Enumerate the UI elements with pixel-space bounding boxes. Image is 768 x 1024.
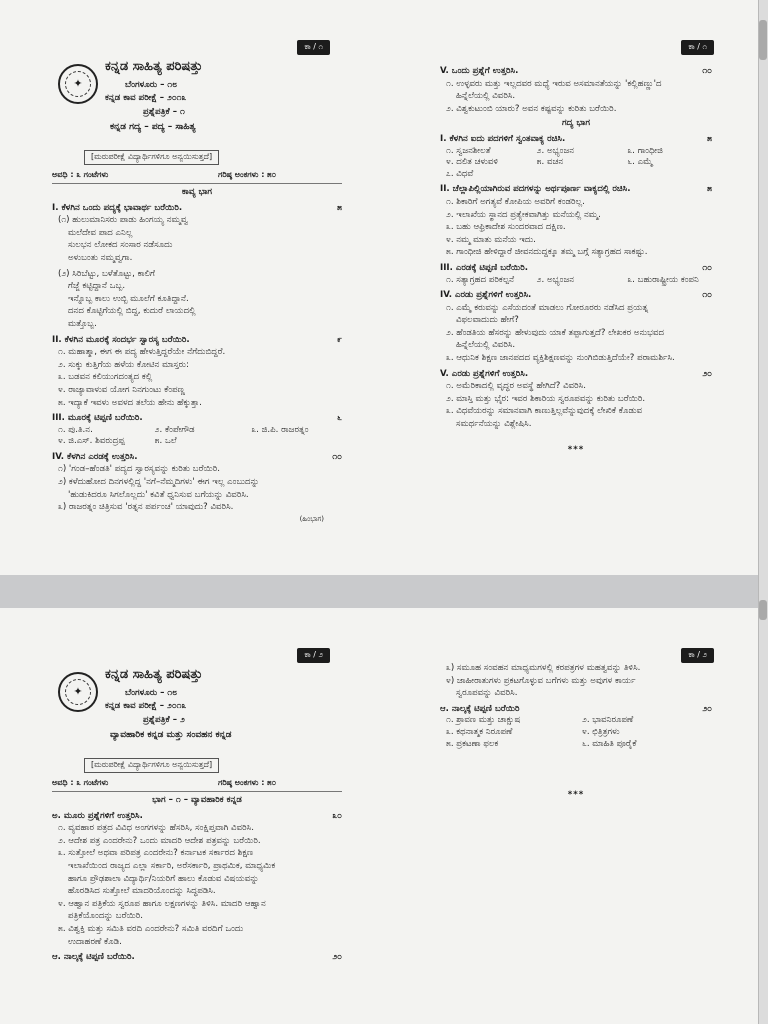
list-item: ೫. ವಿಶ್ವಕ್ತಿ ಮತ್ತು ಸಮಿತಿ ವರದಿ ಎಂದರೇನು? ಸಮಿತಿ ವರದಿಗೆ ಒಂದು <box>58 923 244 934</box>
end-stars: *** <box>567 790 585 801</box>
poem-line: (೧) ಹುಲುಮಾನಿಸರು ಪಾಡು ಹಿಂಗಯ್ಯ ನಮ್ಮವ್ವ <box>58 215 188 226</box>
list-item: ೧) 'ಗಂಡ–ಹೆಂಡತಿ' ಪದ್ಯದ ಸ್ವಾರಸ್ಯವನ್ನು ಕುರಿತು ಬರೆಯಿರಿ. <box>58 464 220 475</box>
subject: ಕನ್ನಡ ಗದ್ಯ – ಪದ್ಯ – ಸಾಹಿತ್ಯ <box>110 122 196 133</box>
section-title: ಗದ್ಯ ಭಾಗ <box>562 118 590 129</box>
page-body <box>440 662 712 802</box>
note-box: [ಮರುಪರೀಕ್ಷೆ ವಿದ್ಯಾರ್ಥಿಗಳಿಗೂ ಅನ್ವಯಿಸುತ್ತದೆ] <box>84 758 219 773</box>
list-row: ೧. ಸತ್ಯಾಗ್ರಹದ ಪರಿಕಲ್ಪನೆ ೨. ಅಭ್ಯಂಜನ ೩. ಬಹುರಾಷ್ಟ್ರೀಯ ಕಂಪನಿ <box>446 274 699 285</box>
page-gap <box>0 575 768 608</box>
emblem-icon: ✦ <box>58 64 98 104</box>
list-row: ೪. ದಲಿತ ಚಳುವಳಿ ೫. ವಚನ ೬. ಎಮ್ಮೆ <box>446 157 653 168</box>
end-stars: *** <box>567 444 585 455</box>
list-row: ೧. ಸ್ವಜನಶೀಲತೆ ೨. ಅಭ್ಯಂಜನ ೩. ಗಾಂಧೀಜಿ <box>446 145 663 156</box>
question-heading: V. ಒಂದು ಪ್ರಶ್ನೆಗೆ ಉತ್ತರಿಸಿ. ೧೦ <box>440 66 712 76</box>
list-item: ಸಮರ್ಥನೆಯನ್ನು ವಿಶ್ಲೇಷಿಸಿ. <box>456 419 532 430</box>
question-heading: V. ಎರಡು ಪ್ರಶ್ನೆಗಳಿಗೆ ಉತ್ತರಿಸಿ. ೨೦ <box>440 368 712 379</box>
page-badge: ಕಾ / ೨ <box>297 648 330 663</box>
list-row: ೫. ಪ್ರಕಟಣಾ ಫಲಕ ೬. ಮಾಹಿತಿ ಪೂರೈಕೆ <box>446 738 637 749</box>
list-item: ಪತ್ರಿಕೆಯೊಂದನ್ನು ಬರೆಯಿರಿ. <box>68 911 143 922</box>
poem-line: ಮಲೆದೇವ ಪಾದ ಎನಿಲ್ಲ <box>68 227 133 238</box>
section-title: ಕಾವ್ಯ ಭಾಗ <box>181 187 213 197</box>
question-heading: ಆ. ನಾಲ್ಕಕ್ಕೆ ಟಿಪ್ಪಣಿ ಬರೆಯಿರಿ. ೨೦ <box>52 952 342 963</box>
page-badge: ಕಾ / ೨ <box>681 648 714 663</box>
list-item: ೧. ಎಮ್ಮೆ ಕರುವನ್ನು ಎಸೆಯದಂತೆ ಮಾಡಲು ಗೋರೂರರು ನಡೆಸಿದ ಪ್ರಯತ್ನ <box>446 302 649 313</box>
question-heading: IV. ಎರಡು ಪ್ರಶ್ನೆಗಳಿಗೆ ಉತ್ತರಿಸಿ. ೧೦ <box>440 290 712 301</box>
city: ಬೆಂಗಳೂರು – ೧೮ <box>125 687 178 698</box>
list-item: ೧. ವ್ಯವಹಾರ ಪತ್ರದ ವಿವಿಧ ಅಂಗಗಳನ್ನು ಹೆಸರಿಸಿ, ಸಂಕ್ಷಿಪ್ತವಾಗಿ ವಿವರಿಸಿ. <box>58 823 254 834</box>
list-item: ೪) ಜಾಹೀರಾತುಗಳು ಪ್ರಕಟಗೊಳ್ಳುವ ಬಗೆಗಳು ಮತ್ತು ಅವುಗಳ ಕಾರ್ಯ <box>446 675 636 686</box>
header <box>105 666 355 743</box>
org-title: ಕನ್ನಡ ಸಾಹಿತ್ಯ ಪರಿಷತ್ತು <box>105 667 203 682</box>
scrollbar[interactable] <box>758 0 768 1024</box>
list-item: ಹಿನ್ನೆಲೆಯಲ್ಲಿ ವಿವರಿಸಿ. <box>456 91 516 102</box>
list-item: ೨. ಆದೇಶ ಪತ್ರ ಎಂದರೇನು? ಒಂದು ಮಾದರಿ ಆದೇಶ ಪತ್ರವನ್ನು ಬರೆಯಿರಿ. <box>58 835 261 846</box>
list-item: ೩. ಆಧುನಿಕ ಶಿಕ್ಷಣ ಜಾನಪದದ ವ್ಯಕ್ತಿಶಿಕ್ಷಣವನ್ನು ನುಂಗಿಬಿಡುತ್ತಿದೆಯೇ? ಪರಾಮರ್ಶಿಸಿ. <box>446 353 675 364</box>
paper-no: ಪ್ರಶ್ನೆಪತ್ರಿಕೆ – ೨ <box>143 714 185 725</box>
document-page-2 <box>384 0 768 575</box>
list-item: ೩) ರಾಜರತ್ನಂ ಚಿತ್ರಿಸುವ 'ರತ್ನನ ಪರ್ಪಂಚ' ಯಾವುದು? ವಿವರಿಸಿ. <box>58 502 234 513</box>
list-item: ೨) ಕಳೆದುಹೋದ ದಿನಗಳಲ್ಲಿದ್ದ 'ನಗೆ–ನೆಮ್ಮದಿಗಳು' ಈಗ ಇಲ್ಲ ಎಂಬುದನ್ನು <box>58 477 260 488</box>
list-item: ೪. ರಾಜ್ಯಾವಾಳುವ ಯೋಗ ನಿನಗುಂಟು ಕೆಂಪಣ್ಣ <box>58 384 185 395</box>
poem-line: ಇನ್ನೊಬ್ಬ ಕಾಲು ಉಬ್ಬಿ ಮೂಲೆಗೆ ಕೂತಿದ್ದಾನೆ. <box>68 293 189 304</box>
list-item: ೫. ಗಾಂಧೀಜಿ ಹೇಳಿದ್ದಾರೆ ಜೀವನದುದ್ದಕ್ಕೂ ತಮ್ಮ ಬಗ್ಗೆ ಸತ್ಯಾಗ್ರಹದ ಸಾಕಷ್ಟು. <box>446 247 648 258</box>
question-heading: III. ಮೂರಕ್ಕೆ ಟಿಪ್ಪಣಿ ಬರೆಯಿರಿ. ೬ <box>52 413 342 424</box>
list-item: ೨. ಹೆಂಡತಿಯ ಹೆಸರನ್ನು ಹೇಳುವುದು ಯಾಕೆ ತಪ್ಪಾಗುತ್ತದೆ? ಲೇಖಕರ ಅನುಭವದ <box>446 327 665 338</box>
list-item: ೨. ವಿಶ್ವಕುಟುಂಬಿ ಯಾರು? ಅವನ ಕಷ್ಟವನ್ನು ಕುರಿತು ಬರೆಯಿರಿ. <box>446 103 617 114</box>
paper-no: ಪ್ರಶ್ನೆಪತ್ರಿಕೆ – ೧ <box>143 106 185 117</box>
page-body <box>52 789 342 964</box>
page-body <box>52 181 342 524</box>
list-item: ೧. ಶಿಕಾರಿಗೆ ಅಗತ್ಯವೆ ಕೋಪಿಯ ಅವರಿಗೆ ಕಂಡರಿಲ್ಲ. <box>446 196 585 207</box>
exam-name: ಕನ್ನಡ ಕಾವ ಪರೀಕ್ಷೆ – ೨೦೧೩ <box>105 93 187 104</box>
page-body <box>440 62 712 456</box>
list-item: ಇಲಾಖೆಯಿಂದ ರಾಜ್ಯದ ಎಲ್ಲಾ ಸರ್ಕಾರಿ, ಅರೆಸರ್ಕಾರಿ, ಪ್ರಾಥಮಿಕ, ಮಾಧ್ಯಮಿಕ <box>68 860 276 871</box>
city: ಬೆಂಗಳೂರು – ೧೮ <box>125 79 178 90</box>
list-item: ಹೊರಡಿಸಿದ ಸುತ್ತೋಲೆ ಮಾದರಿಯೊಂದನ್ನು ಸಿದ್ಧಪಡಿಸಿ. <box>68 886 216 897</box>
time: ಅವಧಿ : ೩ ಗಂಟೆಗಳು <box>52 778 109 787</box>
scrollbar-thumb[interactable] <box>759 600 767 620</box>
list-item: ೫. ಇದ್ಯಾಕೆ ಇವಳು ಅವಳದ ತಲೆಯ ಹೇನು ಹೆಕ್ಕುತ್ತಾ. <box>58 397 202 408</box>
part-title: ಭಾಗ – ೧ – ವ್ಯಾವಹಾರಿಕ ಕನ್ನಡ <box>152 795 242 805</box>
time: ಅವಧಿ : ೩ ಗಂಟೆಗಳು <box>52 170 109 179</box>
poem-line: ಸುಲಭನ ಲೋಕದ ಸಂಸಾರ ನಡೆಸೂದು <box>68 240 173 251</box>
poem-line: ಅಳುಬಂತು ನಮ್ಮವ್ವಗಾ. <box>68 252 133 263</box>
list-row: ೩. ಕಥನಾತ್ಮಕ ನಿರೂಪಣೆ ೪. ಛಿತ್ರಿತ್ರಗಳು <box>446 726 620 737</box>
list-item: ೨. ಮಾಸ್ತಿ ಮತ್ತು ಭೈರ: ಇವರ ಶಿಕಾರಿಯ ಸ್ವರೂಪವನ್ನು ಕುರಿತು ಬರೆಯಿರಿ. <box>446 393 646 404</box>
question-heading: IV. ಕೆಳಗಿನ ಎರಡಕ್ಕೆ ಉತ್ತರಿಸಿ. ೧೦ <box>52 451 342 462</box>
list-item: ೧. ಅಮೆರಿಕಾದಲ್ಲಿ ವೃದ್ಧರ ಅವಸ್ಥೆ ಹೇಗಿದೆ? ವಿವರಿಸಿ. <box>446 381 586 392</box>
list-row: ೭. ವಿಧವೆ <box>446 168 474 179</box>
max-marks: ಗರಿಷ್ಠ ಅಂಕಗಳು : ೫೦ <box>218 778 277 787</box>
list-item: ೩) ಸಮೂಹ ಸಂವಹನ ಮಾಧ್ಯಮಗಳಲ್ಲಿ ಕರಪತ್ರಗಳ ಮಹತ್ವವನ್ನು ತಿಳಿಸಿ. <box>446 663 641 673</box>
list-item: ೪. ಆಹ್ವಾನ ಪತ್ರಿಕೆಯ ಸ್ವರೂಪ ಹಾಗೂ ಲಕ್ಷಣಗಳನ್ನು ತಿಳಿಸಿ. ಮಾದರಿ ಆಹ್ವಾನ <box>58 898 266 909</box>
document-page-3 <box>0 608 384 1024</box>
list-row: ೧. ಪು.ತಿ.ನ. ೨. ಕೆಂಪೇಗೌಡ ೩. ಜಿ.ಪಿ. ರಾಜರತ್ನಂ <box>58 424 309 435</box>
exam-name: ಕನ್ನಡ ಕಾವ ಪರೀಕ್ಷೆ – ೨೦೧೩ <box>105 701 187 712</box>
header <box>105 58 355 135</box>
question-heading: ಅ. ಮೂರು ಪ್ರಶ್ನೆಗಳಿಗೆ ಉತ್ತರಿಸಿ. ೩೦ <box>52 810 342 821</box>
list-item: ೧. ಮಹಾತ್ಮಾ, ಈಗ ಈ ಪದ್ಯ ಹೇಳುತ್ತಿದ್ದರೆಯೇ ನೆಗೆದುಬಿದ್ದರೆ. <box>58 347 226 358</box>
question-heading: II. ಚೆಲ್ಲಾಪಿಲ್ಲಿಯಾಗಿರುವ ಪದಗಳನ್ನು ಅರ್ಥಪೂರ್ಣ ವಾಕ್ಯದಲ್ಲಿ ರಚಿಸಿ. ೫ <box>440 184 712 195</box>
question-heading: II. ಕೆಳಗಿನ ಮೂರಕ್ಕೆ ಸಂದರ್ಭ ಸ್ವಾರಸ್ಯ ಬರೆಯಿರಿ. ೯ <box>52 334 342 345</box>
list-item: ೩. ಬಡವನ ಕಲಿಯುಗದಂತ್ಯದ ಕಲ್ಲಿ <box>58 372 153 383</box>
page-badge: ಕಾ / ೧ <box>681 40 714 55</box>
list-item: ೨. ಇಲಾಖೆಯ ಸ್ಥಾನದ ಪ್ರತ್ಯೇಕವಾಗಿತ್ತು ಮನೆಯಲ್ಲಿ ನಮ್ಮ. <box>446 209 601 220</box>
question-heading: I. ಕೆಳಗಿನ ಐದು ಪದಗಳಿಗೆ ಸ್ವಂತವಾಕ್ಯ ರಚಿಸಿ. ೫ <box>440 133 712 144</box>
list-item: ಹಿನ್ನೆಲೆಯಲ್ಲಿ ವಿವರಿಸಿ. <box>456 340 516 351</box>
org-title: ಕನ್ನಡ ಸಾಹಿತ್ಯ ಪರಿಷತ್ತು <box>105 59 203 74</box>
list-item: ವಿಫಲವಾದುದು ಹೇಗೆ? <box>456 315 519 326</box>
list-item: ೧. ಉಳ್ಳವರು ಮತ್ತು ಇಲ್ಲದವರ ಮಧ್ಯೆ ಇರುವ ಅಸಮಾನತೆಯನ್ನು 'ಕಲ್ಲಿಹಣ್ಣು'ದ <box>446 78 662 89</box>
poem-line: ಗೆಜ್ಜೆ ಕಟ್ಟಿದ್ದಾನೆ ಒಬ್ಬ. <box>68 281 126 292</box>
list-item: ಸ್ವರೂಪವನ್ನು ವಿವರಿಸಿ. <box>456 688 518 699</box>
list-item: ೨. ಸುಕ್ಕು ಕುತ್ತಿಗೆಯ ಹಳೆಯ ಕೋಟಿನ ಮಾಸ್ತರು: <box>58 359 189 370</box>
list-item: ೩. ಸುತ್ತೋಲೆ ಅಥವಾ ಪರಿಪತ್ರ ಎಂದರೇನು? ಕರ್ನಾಟಕ ಸರ್ಕಾರದ ಶಿಕ್ಷಣ <box>58 848 254 859</box>
scrollbar-thumb[interactable] <box>759 20 767 60</box>
question-heading: ಆ. ನಾಲ್ಕಕ್ಕೆ ಟಿಪ್ಪಣಿ ಬರೆಯಿರಿ ೨೦ <box>440 703 712 714</box>
list-item: ೩. ಬಹು ಆಫ್ರಿಕಾದೇಶ ಸುಂದರವಾದ ದಕ್ಷಿಣ. <box>446 222 566 233</box>
subject: ವ್ಯಾವಹಾರಿಕ ಕನ್ನಡ ಮತ್ತು ಸಂವಹನ ಕನ್ನಡ <box>110 730 232 741</box>
poem-line: ಮತ್ತೊಬ್ಬ. <box>68 318 97 329</box>
question-heading: I. ಕೆಳಗಿನ ಒಂದು ಪದ್ಯಕ್ಕೆ ಭಾವಾರ್ಥ ಬರೆಯಿರಿ. ೫ <box>52 202 342 213</box>
list-row: ೪. ಜಿ.ಎಸ್. ಶಿವರುದ್ರಪ್ಪ ೫. ಒಲೆ <box>58 436 177 447</box>
page-badge: ಕಾ / ೧ <box>297 40 330 55</box>
footnote: (ಹಿಂಭಾಗ) <box>299 514 324 523</box>
document-page-4 <box>384 608 768 1024</box>
list-item: 'ಹುಡುಕಿದರೂ ಸಿಗಲೊಲ್ಲದು' ಕವಿತೆ ಧ್ವನಿಸುವ ಬಗೆಯನ್ನು ವಿವರಿಸಿ. <box>68 489 249 500</box>
list-row: ೧. ಶ್ರಾವಣ ಮತ್ತು ಚಾಕ್ಷುಷ ೨. ಭಾವನಿರೂಪಣೆ <box>446 715 634 726</box>
list-item: ೪. ನಮ್ಮ ಮಾತು ಮನೆಯ ಇದು. <box>446 234 536 245</box>
emblem-icon: ✦ <box>58 672 98 712</box>
list-item: ೩. ವಿಧವೆಯರನ್ನು ಸಮಾನವಾಗಿ ಕಾಣುತ್ತಿಲ್ಲವೆನ್ನುವುದಕ್ಕೆ ಲೇಖಿಕೆ ಕೊಡುವ <box>446 406 643 417</box>
poem-line: (೨) ಸಿರಿಬೆಟ್ಟು, ಬಳೆತೊಟ್ಟು, ಕಾಲಿಗೆ <box>58 268 155 279</box>
note-box: [ಮರುಪರೀಕ್ಷೆ ವಿದ್ಯಾರ್ಥಿಗಳಿಗೂ ಅನ್ವಯಿಸುತ್ತದೆ] <box>84 150 219 165</box>
list-item: ಹಾಗೂ ಪ್ರೌಢಶಾಲಾ ವಿದ್ಯಾರ್ಥಿ/ನಿಯರಿಗೆ ಹಾಲು ಕೊಡುವ ವಿಷಯವನ್ನು <box>68 873 259 884</box>
poem-line: ದನದ ಕೊಟ್ಟಿಗೆಯಲ್ಲಿ ಬಿದ್ದ, ಕುದುರೆ ಲಾಯದಲ್ಲಿ <box>68 306 196 317</box>
max-marks: ಗರಿಷ್ಠ ಅಂಕಗಳು : ೫೦ <box>218 170 277 179</box>
list-item: ಉದಾಹರಣೆ ಕೊಡಿ. <box>68 936 122 947</box>
document-page-1 <box>0 0 384 575</box>
question-heading: III. ಎರಡಕ್ಕೆ ಟಿಪ್ಪಣಿ ಬರೆಯಿರಿ. ೧೦ <box>440 262 712 273</box>
